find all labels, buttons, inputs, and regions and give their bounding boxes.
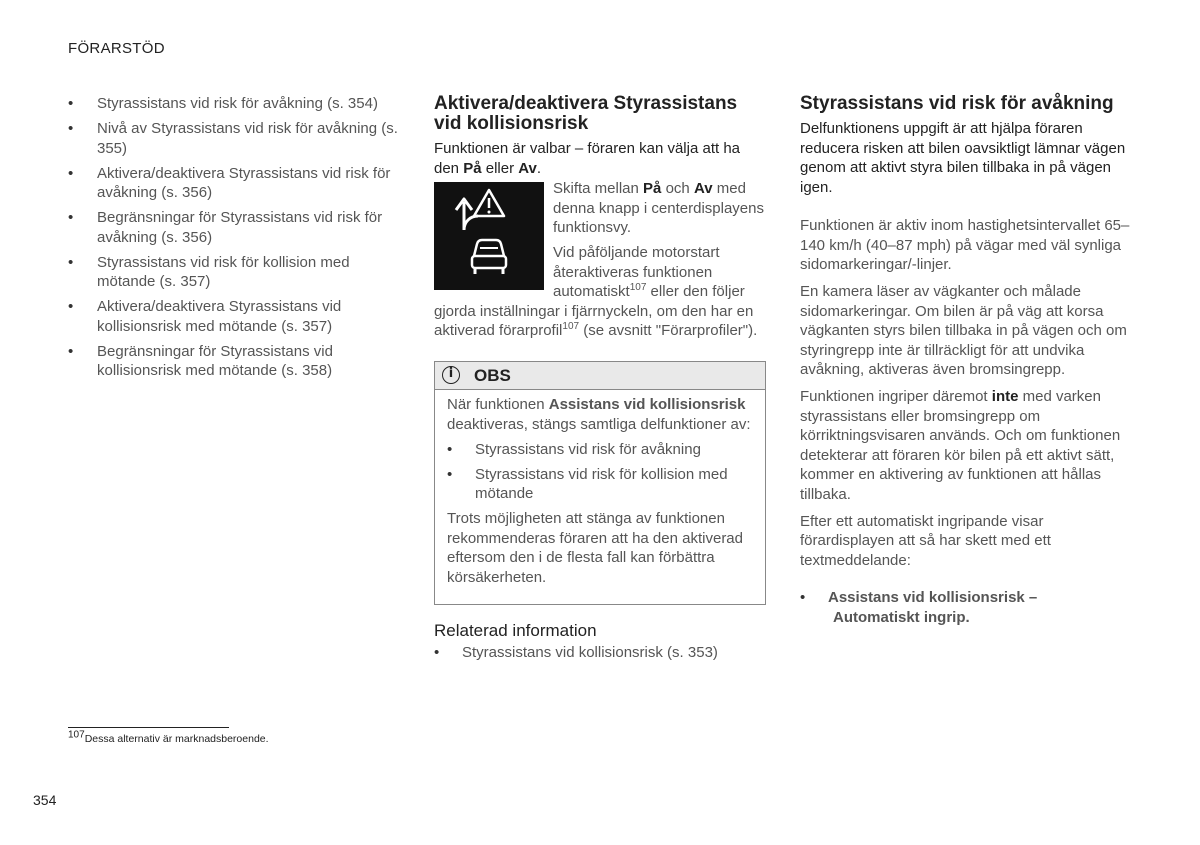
toc-item[interactable]: • Styrassistans vid risk för avåkning (s. 354) <box>68 94 398 114</box>
message-line: Automatiskt ingrip. <box>833 608 970 626</box>
activation-column <box>434 94 766 662</box>
note-text: deaktiveras, stängs samtliga delfunktioner av: <box>447 415 751 433</box>
section-header: FÖRARSTÖD <box>68 40 165 57</box>
note-list <box>447 440 754 504</box>
note-header <box>435 362 765 390</box>
footnote-text: Dessa alternativ är marknadsberoende. <box>84 733 269 745</box>
off-label: Av <box>518 159 537 177</box>
description-column <box>800 94 1132 627</box>
note-text: När funktionen <box>447 396 549 413</box>
info-icon <box>442 366 460 384</box>
display-message <box>800 588 1132 627</box>
toc-item[interactable]: • Aktivera/deaktivera Styrassistans vid risk för avåkning (s. 356) <box>68 164 398 203</box>
on-label: På <box>463 159 482 177</box>
footnote <box>68 729 269 745</box>
message-line: Assistans vid kollisionsrisk – <box>828 589 1038 606</box>
related-list <box>434 643 766 663</box>
toc-item[interactable]: • Begränsningar för Styrassistans vid risk för avåkning (s. 356) <box>68 208 398 247</box>
body-paragraph: Funktionen är aktiv inom hastighetsintervallet 65–140 km/h (40–87 mph) på vägar med väl synliga sidomarkeringar/-linjer. <box>800 217 1130 273</box>
body-text: med varken styrassistans eller bromsingrepp om körriktningsvisaren används. Och om funktionen detekterar att föraren kör bilen på ett aktivt sätt, kommer en aktivering av funktionen att hållas tillbaka. <box>800 388 1121 503</box>
on-label: På <box>643 180 662 197</box>
emphasis: inte <box>991 388 1019 405</box>
footnote-ref[interactable]: 107 <box>562 321 580 332</box>
restart-text: Vid påföljande motorstart återaktiveras funktionen automatiskt <box>553 244 720 300</box>
button-description <box>434 179 766 346</box>
body-paragraph: En kamera läser av vägkanter och målade sidomarkeringar. Om bilen är på väg att korsa vägkanten styrs bilen tillbaka in på vägen och om styringrepp inte är tillräckligt för att undvika avåkning, aktiveras även bromsingrepp. <box>800 283 1127 378</box>
intro-paragraph <box>434 139 766 178</box>
toggle-text: med denna knapp i centerdisplayens funktionsvy. <box>553 180 764 236</box>
related-title: Relaterad information <box>434 620 597 640</box>
body-paragraph <box>800 387 1132 504</box>
section-heading: Styrassistans vid risk för avåkning <box>800 93 1114 114</box>
restart-text: (se avsnitt "Förarprofiler"). <box>579 322 758 339</box>
related-info <box>434 621 766 663</box>
intro-text: eller <box>481 159 519 177</box>
toc-item[interactable]: • Nivå av Styrassistans vid risk för avåkning (s. 355) <box>68 119 398 158</box>
toc-column <box>68 94 398 386</box>
function-name: Assistans vid kollisionsrisk <box>548 396 746 413</box>
toc-item[interactable]: • Begränsningar för Styrassistans vid kollisionsrisk med mötande (s. 358) <box>68 342 398 381</box>
note-body <box>435 390 765 604</box>
list-item: • Styrassistans vid risk för avåkning <box>447 440 754 460</box>
toggle-text: Skifta mellan <box>553 180 644 197</box>
intro-text: Funktionen är valbar – föraren kan välja att ha den <box>434 140 741 177</box>
note-box <box>434 361 766 605</box>
road-departure-warning-icon <box>434 182 544 290</box>
note-title: OBS <box>474 366 511 385</box>
related-link[interactable]: • Styrassistans vid kollisionsrisk (s. 353) <box>434 643 766 663</box>
footnote-number: 107 <box>68 729 85 741</box>
off-label: Av <box>693 180 713 197</box>
message-list <box>800 588 1132 627</box>
note-paragraph <box>447 395 754 434</box>
footnote-divider <box>68 727 229 728</box>
toc-list <box>68 94 398 381</box>
body-paragraph: Efter ett automatiskt ingripande visar förardisplayen att så har skett med ett textmeddelande: <box>800 512 1051 569</box>
lead-paragraph: Delfunktionens uppgift är att hjälpa föraren reducera risken att bilen oavsiktligt lämnar vägen genom att aktivt styra bilen tillbaka in på vägen igen. <box>800 120 1126 196</box>
body-text: Funktionen ingriper däremot <box>800 388 992 405</box>
page-number: 354 <box>33 792 57 808</box>
toggle-text: och <box>661 180 694 197</box>
restart-text: eller den följer gjorda inställningar i fjärrnyckeln, om den har en aktiverad förarprofil <box>434 283 754 339</box>
toc-item[interactable]: • Aktivera/deaktivera Styrassistans vid kollisionsrisk med mötande (s. 357) <box>68 297 398 336</box>
list-item: • Styrassistans vid risk för kollision med mötande <box>447 465 754 504</box>
intro-text: . <box>536 159 542 177</box>
toc-item[interactable]: • Styrassistans vid risk för kollision med mötande (s. 357) <box>68 253 398 292</box>
section-heading: Aktivera/deaktivera Styrassistans vid kollisionsrisk <box>434 93 738 134</box>
footnote-ref[interactable]: 107 <box>629 282 647 293</box>
note-paragraph: Trots möjligheten att stänga av funktionen rekommenderas föraren att ha den aktiverad eftersom den i de flesta fall kan förbättra körsäkerheten. <box>447 510 743 586</box>
